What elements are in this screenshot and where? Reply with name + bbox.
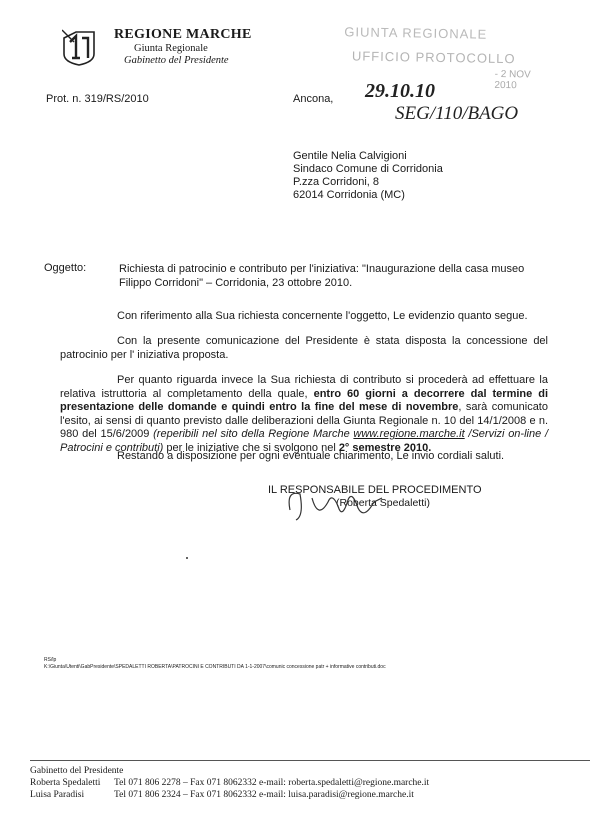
reference-file-path: K:\Giunta\Utenti\GabPresidente\SPEDALETTI ROBERTA\PATROCINI E CONTRIBUTI DA 1-1-2007\comunic concessione patr + informative contributi.doc	[44, 664, 386, 670]
handwritten-code: SEG/110/BAGO	[395, 103, 519, 124]
protocol-number: Prot. n. 319/RS/2010	[46, 93, 149, 105]
recipient-role: Sindaco Comune di Corridonia	[293, 163, 443, 175]
footer-office: Gabinetto del Presidente	[30, 766, 124, 776]
stamp-date: - 2 NOV 2010	[494, 68, 531, 92]
stray-mark	[186, 557, 188, 559]
organization-office: Gabinetto del Presidente	[124, 55, 229, 66]
footer-contact-1-name: Roberta Spedaletti	[30, 778, 101, 788]
body-paragraph-1: Con riferimento alla Sua richiesta concernente l'oggetto, Le evidenzio quanto segue.	[117, 310, 528, 322]
footer-contact-1-info: Tel 071 806 2278 – Fax 071 8062332 e-mail: roberta.spedaletti@regione.marche.it	[114, 778, 430, 788]
subject-label: Oggetto:	[44, 262, 87, 274]
handwritten-signature	[282, 480, 392, 524]
signature-name: (Roberta Spedaletti)	[336, 497, 430, 509]
organization-subtitle: Giunta Regionale	[134, 43, 208, 54]
place-label: Ancona,	[293, 93, 334, 105]
recipient-city: 62014 Corridonia (MC)	[293, 189, 405, 201]
recipient-street: P.zza Corridoni, 8	[293, 176, 380, 188]
footer-divider	[30, 760, 590, 761]
recipient-name: Gentile Nelia Calvigioni	[293, 150, 407, 162]
footer-contact-2-info: Tel 071 806 2324 – Fax 071 8062332 e-mail: luisa.paradisi@regione.marche.it	[114, 790, 414, 800]
organization-name: REGIONE MARCHE	[114, 27, 252, 42]
body-paragraph-2: Con la presente comunicazione del Presidente è stata disposta la concessione del patrocinio per l' iniziativa proposta.	[60, 335, 548, 361]
body-paragraph-4: Restando a disposizione per ogni eventuale chiarimento, Le invio cordiali saluti.	[117, 450, 505, 462]
regione-marche-logo-icon	[62, 28, 96, 66]
reference-initials: RS/lp	[44, 657, 57, 663]
stamp-line-1: GIUNTA REGIONALE	[344, 24, 488, 42]
signature-title: IL RESPONSABILE DEL PROCEDIMENTO	[268, 484, 482, 496]
subject-text: Richiesta di patrocinio e contributo per l'iniziativa: "Inaugurazione della casa museo Filippo Corridoni" – Corridonia, 23 ottobre 2010.	[119, 263, 525, 289]
body-paragraph-3: Per quanto riguarda invece la Sua richiesta di contributo si procederà ad effettuare la relativa istruttoria al completamento della quale, entro 60 giorni a decorrere dal termine di presentazione delle domande e quindi entro la fine del mese di novembre, sarà comunicato l'esito, ai sensi di quanto previsto dalle deliberazioni della Giunta Regionale n. 10 del 14/1/2008 e n. 980 del 15/6/2009 (reperibili nel sito della Regione Marche www.regione.marche.it /Servizi on-line / Patrocini e contributi) per le iniziative che si svolgono nel 2° semestre 2010.	[60, 374, 549, 454]
regione-marche-link[interactable]: www.regione.marche.it	[353, 428, 465, 440]
handwritten-date: 29.10.10	[365, 80, 435, 102]
footer-contact-2-name: Luisa Paradisi	[30, 790, 85, 800]
stamp-line-2: UFFICIO PROTOCOLLO	[351, 48, 516, 67]
